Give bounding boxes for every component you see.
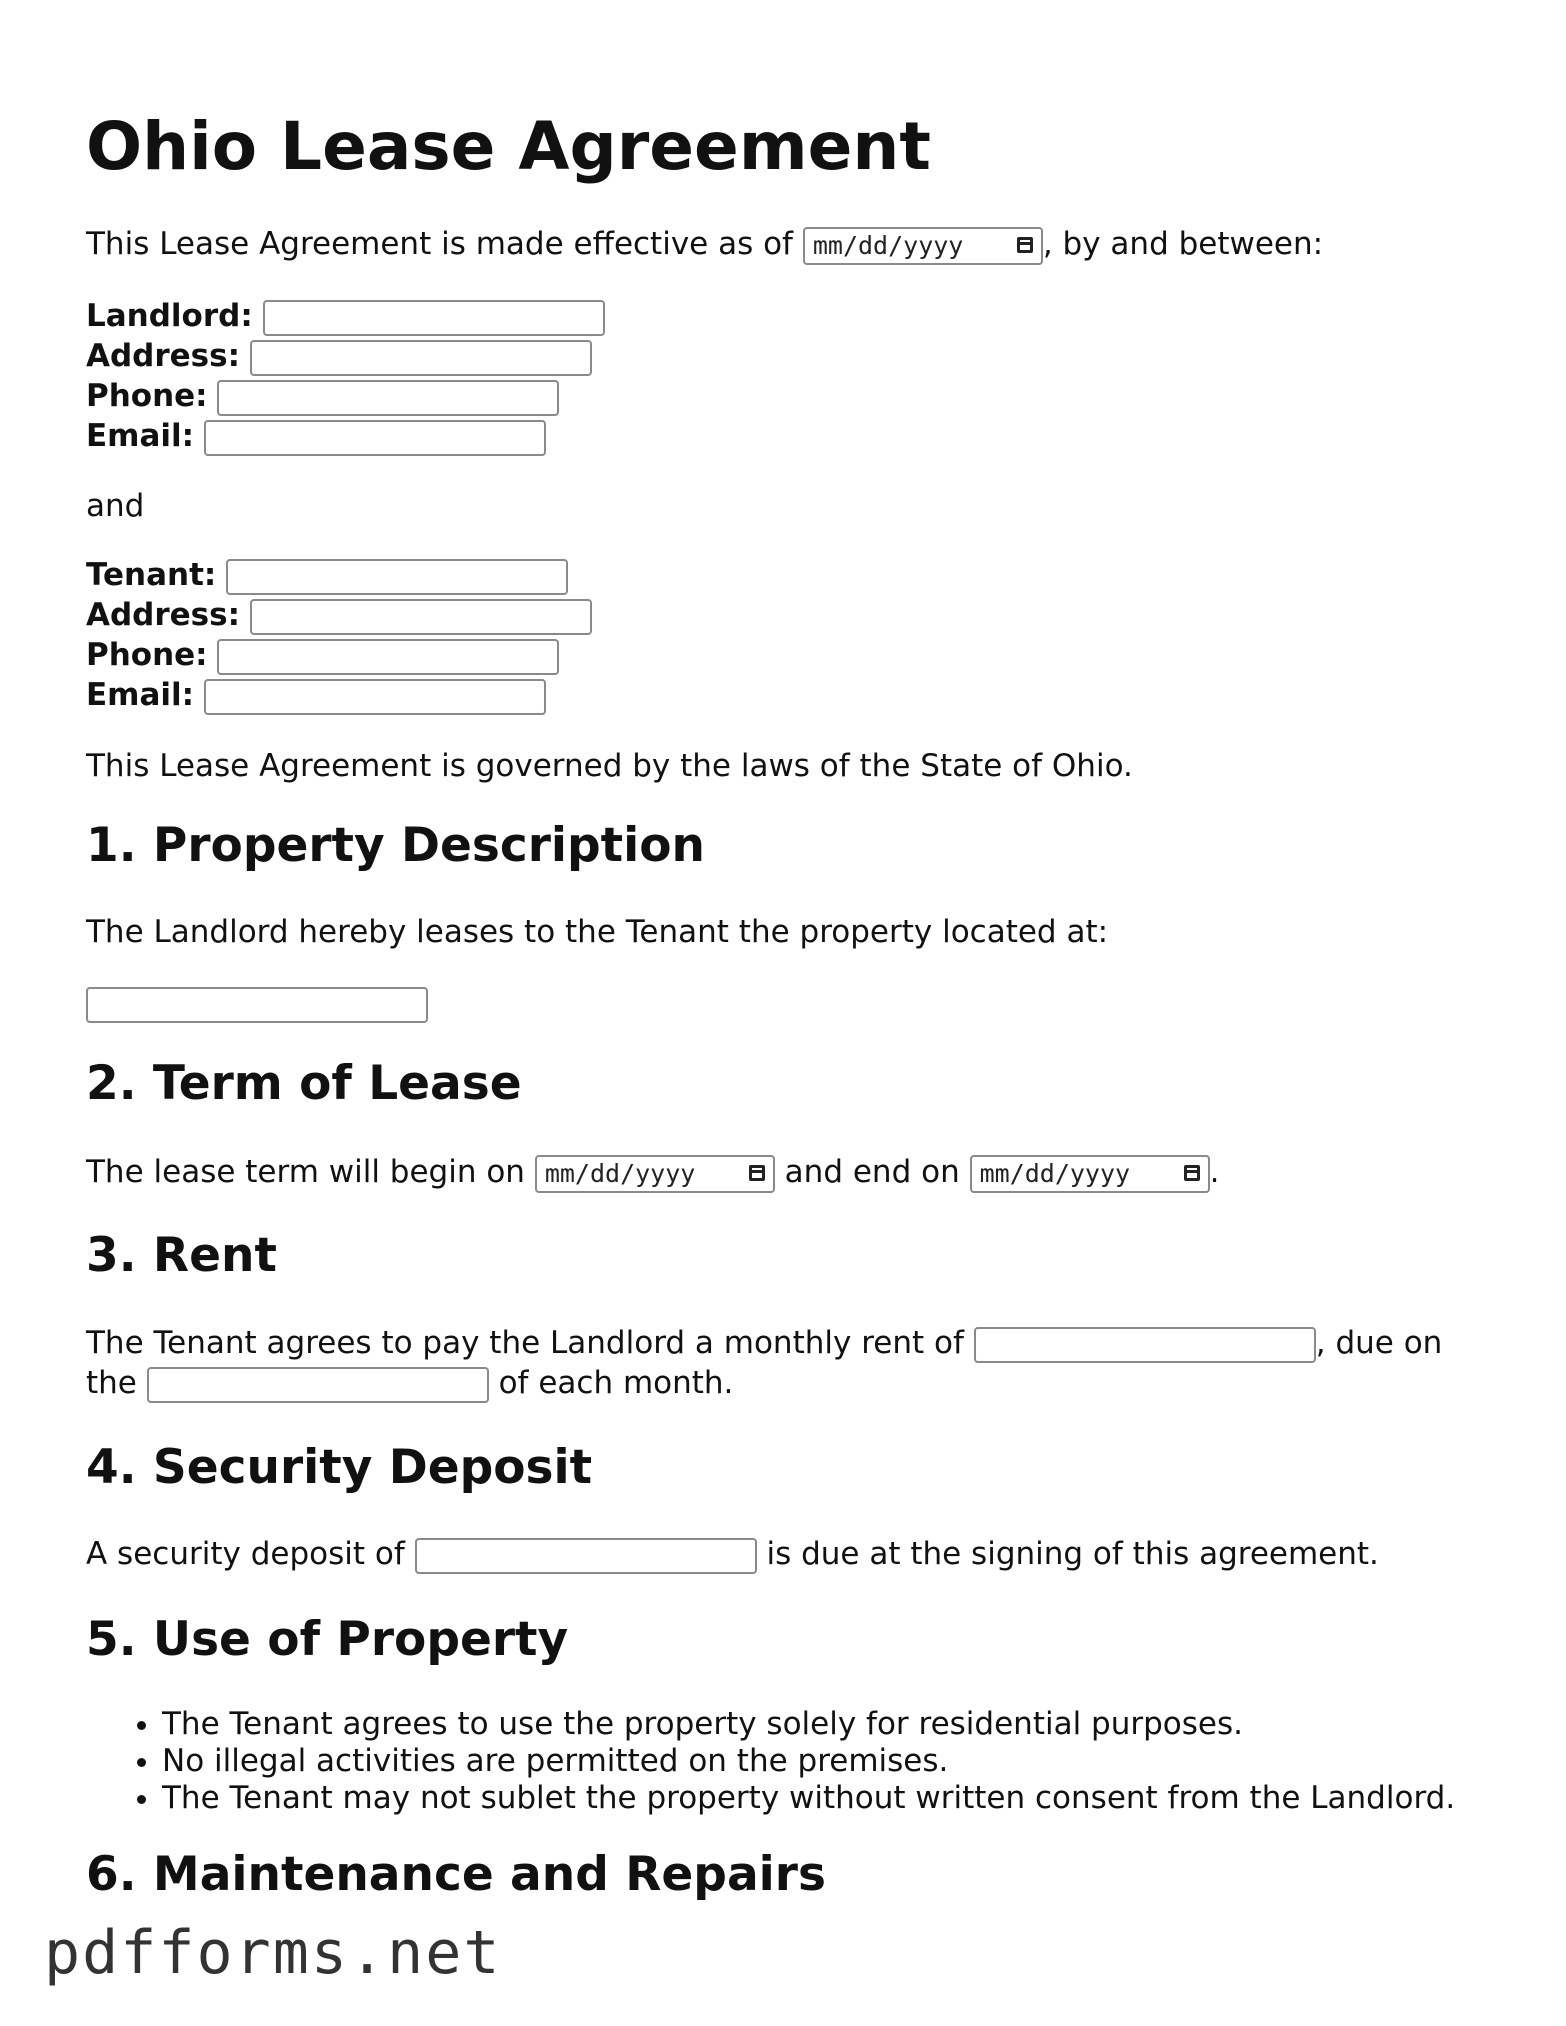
landlord-address-label: Address: [86, 338, 240, 374]
landlord-name-field[interactable] [263, 300, 605, 336]
property-address-field[interactable] [86, 987, 428, 1023]
term-line [86, 1152, 1219, 1193]
section-maintenance-heading: 6. Maintenance and Repairs [86, 1847, 826, 1902]
calendar-icon [749, 1165, 765, 1181]
landlord-phone-field[interactable] [217, 380, 559, 416]
section-property-text: The Landlord hereby leases to the Tenant the property located at: [86, 914, 1109, 950]
property-address-row [86, 983, 428, 1023]
tenant-address-field[interactable] [250, 599, 592, 635]
landlord-phone-row [86, 376, 559, 416]
tenant-email-row [86, 675, 546, 715]
term-suffix: . [1209, 1154, 1220, 1190]
rent-middle: , due on [1315, 1325, 1443, 1361]
rent-line-1 [86, 1323, 1442, 1363]
tenant-email-label: Email: [86, 677, 195, 713]
section-use-heading: 5. Use of Property [86, 1612, 569, 1667]
tenant-phone-row [86, 635, 559, 675]
landlord-email-row [86, 416, 546, 456]
landlord-email-field[interactable] [204, 420, 546, 456]
monthly-rent-field[interactable] [974, 1327, 1316, 1363]
page-title: Ohio Lease Agreement [86, 108, 931, 185]
tenant-address-label: Address: [86, 597, 240, 633]
tenant-name-label: Tenant: [86, 557, 217, 593]
lease-end-date-input[interactable]: mm/dd/yyyy [970, 1155, 1210, 1193]
security-deposit-field[interactable] [415, 1538, 757, 1574]
tenant-phone-label: Phone: [86, 637, 208, 673]
landlord-name-row [86, 296, 605, 336]
tenant-email-field[interactable] [204, 679, 546, 715]
section-deposit-heading: 4. Security Deposit [86, 1440, 593, 1495]
use-rules-list [86, 1706, 1455, 1817]
deposit-suffix: is due at the signing of this agreement. [766, 1536, 1379, 1572]
term-middle: and end on [784, 1154, 960, 1190]
tenant-name-field[interactable] [226, 559, 568, 595]
intro-suffix: , by and between: [1042, 226, 1324, 262]
rent-prefix: The Tenant agrees to pay the Landlord a monthly rent of [86, 1325, 964, 1361]
intro-line [86, 224, 1323, 265]
section-property-heading: 1. Property Description [86, 818, 705, 873]
rent-line2-prefix: the [86, 1365, 137, 1401]
tenant-name-row [86, 555, 568, 595]
list-item: • The Tenant may not sublet the property without written consent from the Landlord. [162, 1780, 1455, 1817]
effective-date-input[interactable]: mm/dd/yyyy [803, 227, 1043, 265]
rent-suffix: of each month. [498, 1365, 734, 1401]
calendar-icon [1184, 1165, 1200, 1181]
landlord-phone-label: Phone: [86, 378, 208, 414]
tenant-address-row [86, 595, 592, 635]
governing-text: This Lease Agreement is governed by the laws of the State of Ohio. [86, 748, 1133, 784]
intro-prefix: This Lease Agreement is made effective as of [86, 226, 793, 262]
watermark: pdfforms.net [44, 1918, 502, 1988]
section-rent-heading: 3. Rent [86, 1228, 277, 1283]
lease-start-date-input[interactable]: mm/dd/yyyy [535, 1155, 775, 1193]
landlord-name-label: Landlord: [86, 298, 253, 334]
landlord-email-label: Email: [86, 418, 195, 454]
rent-due-day-field[interactable] [147, 1367, 489, 1403]
list-item: • The Tenant agrees to use the property solely for residential purposes. [162, 1706, 1455, 1743]
section-term-heading: 2. Term of Lease [86, 1056, 522, 1111]
tenant-phone-field[interactable] [217, 639, 559, 675]
and-text: and [86, 488, 145, 524]
deposit-line [86, 1534, 1379, 1574]
rent-line-2 [86, 1363, 733, 1403]
landlord-address-field[interactable] [250, 340, 592, 376]
deposit-prefix: A security deposit of [86, 1536, 405, 1572]
calendar-icon [1017, 237, 1033, 253]
list-item: • No illegal activities are permitted on the premises. [162, 1743, 1455, 1780]
term-prefix: The lease term will begin on [86, 1154, 525, 1190]
landlord-address-row [86, 336, 592, 376]
